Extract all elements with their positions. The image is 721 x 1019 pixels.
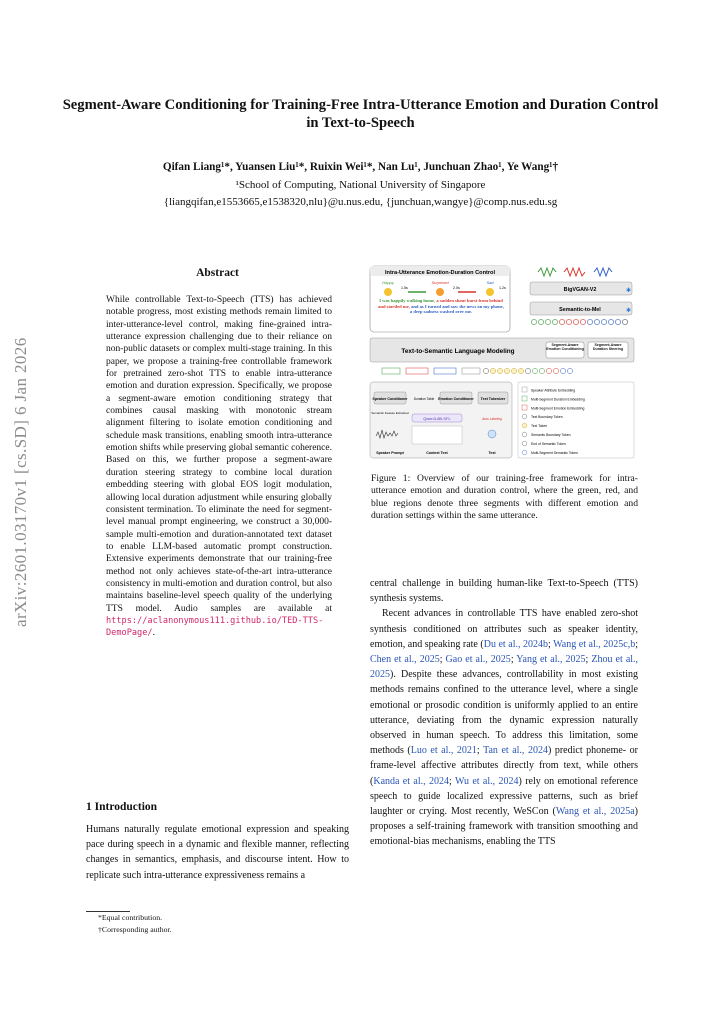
citation-link[interactable]: Wang et al., 2025c,b: [553, 638, 636, 650]
sad-face-icon: [486, 288, 494, 296]
introduction-paragraph: Humans naturally regulate emotional expression and speaking pace during speech in a dynamic and flexible manner, reflecting changes in semantics, emphasis, and discourse intent. How to replicate such intra-utterance expressiveness remains a: [86, 824, 349, 881]
citation-link[interactable]: Tan et al., 2024: [483, 745, 548, 757]
figure-1-caption: Figure 1: Overview of our training-free framework for intra-utterance emotion and duration control, where the green, red, and blue regions denote three segments with different emotion and duration settings within the same utterance.: [371, 473, 638, 522]
abstract-text: While controllable Text-to-Speech (TTS) has achieved notable progress, most existing methods remain limited to inter-utterance-level control, making fine-grained intra-utterance expression challenging due to their reliance on non-public datasets or complex multi-stage training. In this paper, we propose a training-free controllable framework for pretrained zero-shot TTS to enable intra-utterance emotion and duration expression. Specifically, we propose a segment-aware emotion conditioning strategy that combines causal masking with monotonic stream alignment filtering to isolate emotion conditioning and schedule mask transitions, enabling smooth intra-utterance emotion shifts while preserving global semantic coherence. Based on this, we further propose a segment-aware duration steering strategy to combine local duration embedding steering with global EOS logit modulation, allowing local duration adjustment while ensuring globally consistent termination. To eliminate the need for segment-level manual prompt engineering, we construct a 30,000-sample multi-emotion and duration-annotated text dataset to enable LLM-based automatic prompt construction. Extensive experiments demonstrate that our training-free method not only achieves state-of-the-art intra-utterance consistency in multi-emotion and duration control, but also maintains baseline-level speech quality of the underlying TTS model. Audio samples are available at: [106, 295, 332, 614]
speaker-prompt-label: Speaker Prompt: [376, 451, 404, 455]
frozen-snowflake-icon: ✱: [626, 288, 632, 294]
happy-face-icon: [384, 288, 392, 296]
text-input-label: Text: [488, 451, 496, 455]
citation-link[interactable]: Wu et al., 2024: [454, 775, 519, 787]
right-column-text: [370, 576, 638, 850]
legend-item: Speaker Attribute Embedding: [531, 388, 576, 393]
sample-text-blue: and as I turned and saw the news on my phone, a deep sadness washed over me.: [409, 303, 504, 315]
waveform-green-icon: [538, 268, 556, 276]
context-text-box: [412, 426, 462, 444]
paper-title: Segment-Aware Conditioning for Training-Free Intra-Utterance Emotion and Duration Control in Text-to-Speech: [62, 97, 659, 131]
surprised-face-icon: [436, 288, 444, 296]
footnote-corresponding-author: †Corresponding author.: [98, 925, 172, 934]
legend-item: Multi-Segment Semantic Token: [531, 451, 578, 455]
citation-link[interactable]: Gao et al., 2025: [445, 654, 511, 666]
citation-link[interactable]: Wang et al., 2025a: [555, 806, 635, 818]
input-token-row: [382, 368, 573, 374]
abstract-body: [106, 294, 332, 640]
duration-label-1: 1.5s: [401, 286, 408, 290]
author-list: Qifan Liang¹*, Yuansen Liu¹*, Ruixin Wei¹*, Nan Lu¹, Junchuan Zhao¹, Ye Wang¹†: [162, 161, 559, 173]
sample-text-green: I was happily walking home,: [379, 298, 436, 303]
citation-link[interactable]: Luo et al., 2021: [410, 745, 477, 757]
footnote-rule: [86, 911, 130, 912]
frozen-snowflake-icon: ✱: [626, 308, 632, 314]
abstract-heading: Abstract: [196, 267, 239, 279]
sample-text-red: a sudden shout burst from behind and startled me,: [378, 298, 503, 309]
citation-link[interactable]: Du et al., 2024b: [483, 638, 549, 650]
emotion-label-surprised: Surprised: [431, 280, 449, 285]
paragraph-continuation: central challenge in building human-like Text-to-Speech (TTS) synthesis systems.: [370, 578, 638, 605]
legend-item: End of Semantic Token: [531, 442, 566, 446]
demo-page-link[interactable]: https://aclanonymous111.github.io/TED-TTS-DemoPage/: [106, 615, 324, 639]
footnote-equal-contribution: *Equal contribution.: [98, 913, 163, 922]
affiliation: ¹School of Computing, National University of Singapore: [235, 179, 486, 191]
user-avatar-icon: [488, 430, 496, 438]
auto-label: Auto Labeling: [482, 417, 502, 421]
text-tokenizer-label: Text Tokenizer: [480, 397, 506, 401]
abstract-end: .: [152, 628, 155, 639]
lm-label: Text-to-Semantic Language Modeling: [401, 348, 515, 355]
speaker-conditioner-label: Speaker Conditioner: [372, 397, 408, 401]
legend-item: Multi-Segment Emotion Embedding: [531, 406, 585, 411]
citation-link[interactable]: Chen et al., 2025: [370, 654, 440, 666]
citation-link[interactable]: Zhou et al., 2025: [370, 654, 639, 681]
emotion-label-happy: Happy: [382, 280, 394, 285]
semantic-token-row: [531, 319, 627, 324]
sample-text-box: [378, 298, 504, 330]
legend-box: [518, 382, 634, 458]
vocoder-label: BigVGAN-V2: [563, 287, 597, 293]
legend-item: Multi-Segment Duration Embedding: [531, 397, 585, 402]
context-text-label: Context Text: [426, 451, 448, 455]
waveform-red-icon: [564, 268, 585, 276]
waveform-blue-icon: [594, 268, 612, 276]
seg-duration-label: Segment-Aware Duration Steering: [592, 343, 624, 352]
seg-emotion-label: Segment-Aware Emotion Conditioning: [546, 343, 584, 352]
introduction-heading: 1 Introduction: [86, 801, 158, 813]
duration-table-label: Duration Table: [413, 397, 435, 401]
recent-advances-paragraph: Recent advances in controllable TTS have enabled zero-shot synthesis conditioned on attributes such as speaker identity, emotion, and speaking rate (Du et al., 2024b; Wang et al., 2025c,b; Chen et al., 2025; Gao et al., 2025; Yang et al., 2025; Zhou et al., 2025). Despite these advances, controllability in most existing methods remains confined to the utterance level, where a single emotional or prosodic condition is uniformly applied to an entire utterance, deviating from the dynamic expression naturally observed in human speech. To address this limitation, some methods (Luo et al., 2021; Tan et al., 2024) predict phoneme- or frame-level affective attributes directly from text, while others (Kanda et al., 2024; Wu et al., 2024) rely on emotional reference speech to guide localized expressive patterns, such as brief laughter or crying. Most recently, WeSCon (Wang et al., 2025a) proposes a self-training framework with transition smoothing and emotional-bias mechanisms, enabling the TTS: [370, 608, 639, 848]
citation-link[interactable]: Kanda et al., 2024: [373, 775, 449, 787]
citation-link[interactable]: Yang et al., 2025: [516, 654, 586, 666]
figure-1-diagram: [368, 264, 636, 464]
legend-item: Text Boundary Token: [531, 415, 563, 419]
duration-label-3: 1.2s: [499, 286, 506, 290]
seg-emotion-label-wrap: [546, 343, 584, 358]
emotion-conditioner-label: Emotion Conditioner: [438, 397, 474, 401]
s2m-label: Semantic-to-Mel: [559, 307, 601, 313]
legend-item: Semantic Boundary Token: [531, 433, 571, 437]
qwen-label: Qwen3-8B-SFL: [423, 416, 451, 421]
duration-label-2: 2.0s: [453, 286, 460, 290]
emotion-panel-title: Intra-Utterance Emotion-Duration Control: [384, 270, 496, 276]
seg-duration-label-wrap: [588, 343, 628, 358]
author-emails: {liangqifan,e1553665,e1538320,nlu}@u.nus.edu, {junchuan,wangye}@comp.nus.edu.sg: [163, 196, 558, 208]
emotion-label-sad: Sad: [486, 280, 494, 285]
feature-extract-label: Semantic Feature Extracted: [371, 411, 409, 415]
arxiv-identifier: arXiv:2601.03170v1 [cs.SD] 6 Jan 2026: [11, 337, 30, 627]
legend-item: Text Token: [531, 424, 548, 428]
